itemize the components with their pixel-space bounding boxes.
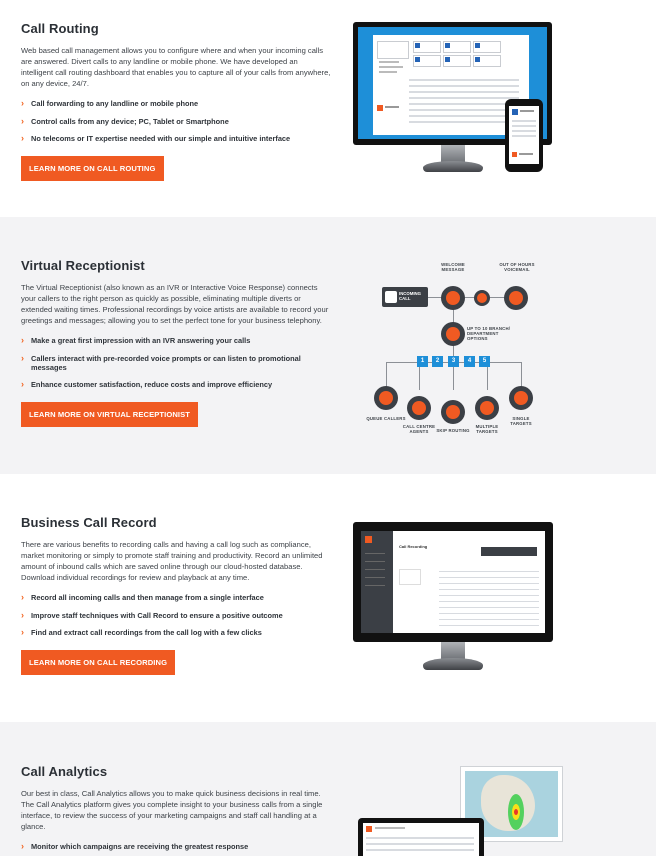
section-title: Virtual Receptionist <box>21 258 145 273</box>
chevron-right-icon: › <box>21 841 24 851</box>
option-2-box: 2 <box>432 356 443 367</box>
learn-more-call-routing-button[interactable]: LEARN MORE ON CALL ROUTING <box>21 156 164 181</box>
call-routing-text <box>21 21 331 181</box>
feature-list <box>21 336 331 389</box>
option-4-box: 4 <box>464 356 475 367</box>
feature-item: › No telecoms or IT expertise needed with our simple and intuitive interface <box>21 133 291 143</box>
call-routing-monitor-image <box>353 22 553 174</box>
options-label: UP TO 10 BRANCH/ DEPARTMENT OPTIONS <box>467 326 511 341</box>
multiple-targets-icon <box>475 396 499 420</box>
phone-icon <box>385 291 397 303</box>
option-5-box: 5 <box>479 356 490 367</box>
call-record-monitor-image <box>353 522 553 674</box>
feature-item: › Callers interact with pre-recorded voice prompts or can listen to promotional messages <box>21 352 301 372</box>
learn-more-virtual-receptionist-button[interactable]: LEARN MORE ON VIRTUAL RECEPTIONIST <box>21 402 198 427</box>
target-label: SINGLE TARGETS <box>510 416 532 426</box>
feature-list <box>21 593 331 637</box>
clock-icon <box>474 290 490 306</box>
section-description: There are various benefits to recording calls and having a call log such as compliance, market monitoring or simply to promote staff training and productivity. Record an unlimited amount of inbound calls which are saved online through our cloud-hosted database. Download individual recordings for review and playback at any time. <box>21 540 323 582</box>
call-routing-section <box>0 0 656 217</box>
welcome-message-label: WELCOME MESSAGE <box>441 262 465 272</box>
chevron-right-icon: › <box>21 609 24 620</box>
feature-item: › Monitor which campaigns are receiving the greatest response <box>21 841 249 851</box>
voicemail-icon <box>504 286 528 310</box>
screen-title: Call Recording <box>399 544 428 549</box>
option-1-box: 1 <box>417 356 428 367</box>
laptop-image <box>358 818 484 856</box>
feature-item: › Make a great first impression with an IVR answering your calls <box>21 335 251 345</box>
feature-item: › Find and extract call recordings from the call log with a few clicks <box>21 627 262 637</box>
feature-item: › Control calls from any device; PC, Tablet or Smartphone <box>21 115 229 126</box>
learn-more-call-recording-button[interactable]: LEARN MORE ON CALL RECORDING <box>21 650 175 675</box>
chevron-right-icon: › <box>21 592 24 602</box>
target-label: QUEUE CALLERS <box>366 416 406 421</box>
call-analytics-section <box>0 722 656 856</box>
virtual-receptionist-text <box>21 258 331 427</box>
section-title: Call Analytics <box>21 764 108 779</box>
section-description: The Virtual Receptionist (also known as an IVR or Interactive Voice Response) connects your callers to the right person as quickly as possible, eliminating multiple diverts or extended waiting times. Professional recordings by voice artists are available to record your greetings and messages; allowing you to set the perfect tone for your business telephony. <box>21 283 329 325</box>
chevron-right-icon: › <box>21 115 24 126</box>
single-target-icon <box>509 386 533 410</box>
feature-list <box>21 99 331 143</box>
section-description: Our best in class, Call Analytics allows you to make quick business decisions in real time. The Call Analytics platform gives you complete insight to your business calls from a single interface, to review the success of your marketing campaigns and staff call handling at a glance. <box>21 789 323 831</box>
cloud-icon <box>441 400 465 424</box>
options-icon <box>441 322 465 346</box>
incoming-call-box: INCOMING CALL <box>382 287 428 307</box>
chevron-right-icon: › <box>21 335 24 345</box>
chevron-right-icon: › <box>21 352 24 363</box>
business-call-record-text <box>21 515 331 675</box>
feature-item: › Improve staff techniques with Call Record to ensure a positive outcome <box>21 609 283 620</box>
option-3-box: 3 <box>448 356 459 367</box>
chevron-right-icon: › <box>21 98 24 108</box>
headset-icon <box>407 396 431 420</box>
call-analytics-text <box>21 764 331 860</box>
chevron-right-icon: › <box>21 627 24 637</box>
ivr-diagram <box>366 262 550 434</box>
feature-list <box>21 842 331 851</box>
queue-icon <box>374 386 398 410</box>
microphone-icon <box>441 286 465 310</box>
target-label: CALL CENTRE AGENTS <box>402 424 436 434</box>
out-of-hours-label: OUT OF HOURS VOICEMAIL <box>499 262 535 272</box>
feature-item: › Record all incoming calls and then manage from a single interface <box>21 592 264 602</box>
section-title: Call Routing <box>21 21 99 36</box>
virtual-receptionist-section <box>0 217 656 474</box>
feature-item: › Enhance customer satisfaction, reduce costs and improve efficiency <box>21 379 273 389</box>
section-description: Web based call management allows you to configure where and when your incoming calls are answered. Divert calls to any landline or mobile phone. We have developed an intelligent call routing dashboard that enables you to capture all of your calls from anywhere, on any device, 24/7. <box>21 46 331 88</box>
business-call-record-section <box>0 474 656 722</box>
chevron-right-icon: › <box>21 379 24 389</box>
call-analytics-image <box>358 766 564 856</box>
feature-item: › Call forwarding to any landline or mobile phone <box>21 98 199 108</box>
section-title: Business Call Record <box>21 515 157 530</box>
target-label: SKIP ROUTING <box>436 428 470 433</box>
chevron-right-icon: › <box>21 133 24 143</box>
target-label: MULTIPLE TARGETS <box>475 424 499 434</box>
